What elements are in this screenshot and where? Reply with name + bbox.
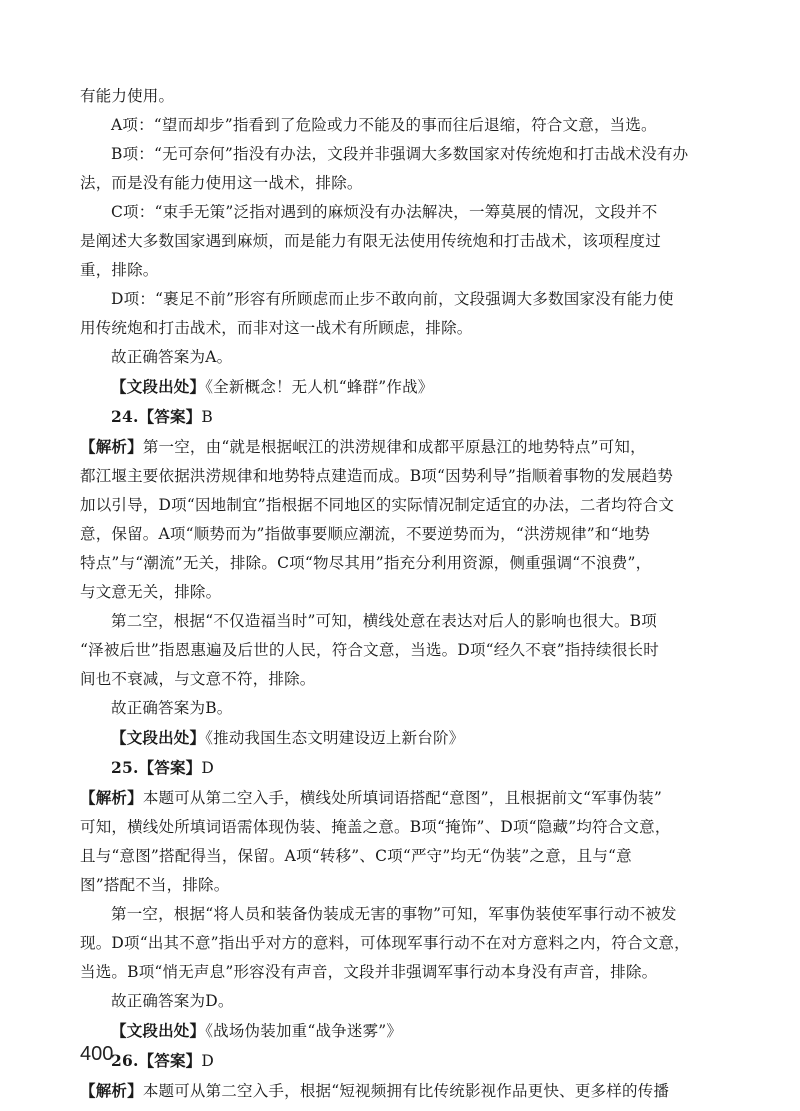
text-line: 间也不衰减，与文意不符，排除。 — [80, 670, 316, 688]
source-title: 《战场伪装加重“战争迷雾”》 — [205, 1022, 403, 1040]
text-line: 意，保留。A项“顺势而为”指做事要顺应潮流，不要逆势而为，“洪涝规律”和“地势 — [80, 525, 651, 543]
text-line: B项：“无可奈何”指没有办法，文段并非强调大多数国家对传统炮和打击战术没有办 — [111, 145, 689, 163]
text-line: 第一空，根据“将人员和装备伪装成无害的事物”可知，军事伪装使军事行动不被发 — [111, 905, 677, 923]
text-line: 且与“意图”搭配得当，保留。A项“转移”、C项“严守”均无“伪装”之意，且与“意 — [80, 847, 632, 865]
text-line: 可知，横线处所填词语需体现伪装、掩盖之意。B项“掩饰”、D项“隐藏”均符合文意， — [80, 818, 671, 836]
answer-line — [80, 402, 708, 432]
text-line: “泽被后世”指恩惠遍及后世的人民，符合文意，当选。D项“经久不衰”指持续很长时 — [80, 641, 659, 659]
text-line: 是阐述大多数国家遇到麻烦，而是能力有限无法使用传统炮和打击战术，该项程度过 — [80, 232, 661, 250]
answer-conclusion: 故正确答案为D。 — [111, 992, 234, 1010]
analysis-text: 本题可从第二空入手，根据“短视频拥有比传统影视作品更快、更多样的传播 — [142, 1082, 670, 1100]
answer-line — [80, 753, 708, 783]
source-line — [80, 723, 708, 753]
source-line — [80, 1016, 708, 1046]
analysis-label: 【解析】 — [80, 788, 143, 807]
text-line: 当选。B项“悄无声息”形容没有声音，文段并非强调军事行动本身没有声音，排除。 — [80, 963, 658, 981]
source-title: 《推动我国生态文明建设迈上新台阶》 — [205, 729, 465, 747]
analysis-text: 本题可从第二空入手，横线处所填词语搭配“意图”，且根据前文“军事伪装” — [142, 789, 663, 807]
text-line: 都江堰主要依据洪涝规律和地势特点建造而成。B项“因势利导”指顺着事物的发展趋势 — [80, 467, 674, 485]
analysis-text: 第一空，由“就是根据岷江的洪涝规律和成都平原悬江的地势特点”可知， — [142, 438, 646, 456]
text-line: D项：“裹足不前”形容有所顾虑而止步不敢向前，文段强调大多数国家没有能力使 — [111, 290, 674, 308]
text-line: 图”搭配不当，排除。 — [80, 876, 230, 894]
source-label: 【文段出处】 — [111, 1021, 206, 1040]
text-line: 特点”与“潮流”无关，排除。C项“物尽其用”指充分利用资源，侧重强调“不浪费”， — [80, 554, 652, 572]
analysis-label: 【解析】 — [80, 437, 143, 456]
answer-line — [80, 1046, 708, 1076]
analysis-label: 【解析】 — [80, 1081, 143, 1100]
answer-value: D — [201, 759, 215, 777]
analysis-line — [80, 783, 708, 813]
text-line: 加以引导，D项“因地制宜”指根据不同地区的实际情况制定适宜的办法，二者均符合文 — [80, 496, 675, 514]
source-label: 【文段出处】 — [111, 377, 206, 396]
answer-label: 24.【答案】 — [111, 407, 202, 426]
answer-value: D — [201, 1052, 215, 1070]
text-line: 法，而是没有能力使用这一战术，排除。 — [80, 174, 363, 192]
text-line: 与文意无关，排除。 — [80, 583, 222, 601]
text-line: 第二空，根据“不仅造福当时”可知，横线处意在表达对后人的影响也很大。B项 — [111, 612, 657, 630]
text-line: 用传统炮和打击战术，而非对这一战术有所顾虑，排除。 — [80, 319, 473, 337]
page-number: 400 — [80, 1043, 114, 1065]
answer-label: 26.【答案】 — [111, 1051, 202, 1070]
answer-conclusion: 故正确答案为B。 — [111, 699, 233, 717]
text-line: 重，排除。 — [80, 261, 159, 279]
answer-value: B — [201, 408, 213, 426]
source-title: 《全新概念！无人机“蜂群”作战》 — [205, 378, 434, 396]
answer-conclusion: 故正确答案为A。 — [111, 348, 233, 366]
text-line: A项：“望而却步”指看到了危险或力不能及的事而往后退缩，符合文意，当选。 — [111, 116, 657, 134]
analysis-line — [80, 432, 708, 462]
answer-label: 25.【答案】 — [111, 758, 202, 777]
source-label: 【文段出处】 — [111, 728, 206, 747]
document-body — [80, 82, 708, 1106]
text-line: 有能力使用。 — [80, 87, 175, 105]
analysis-line — [80, 1076, 708, 1106]
text-line: C项：“束手无策”泛指对遇到的麻烦没有办法解决，一筹莫展的情况，文段并不 — [111, 203, 658, 221]
text-line: 现。D项“出其不意”指出乎对方的意料，可体现军事行动不在对方意料之内，符合文意， — [80, 934, 690, 952]
source-line — [80, 372, 708, 402]
